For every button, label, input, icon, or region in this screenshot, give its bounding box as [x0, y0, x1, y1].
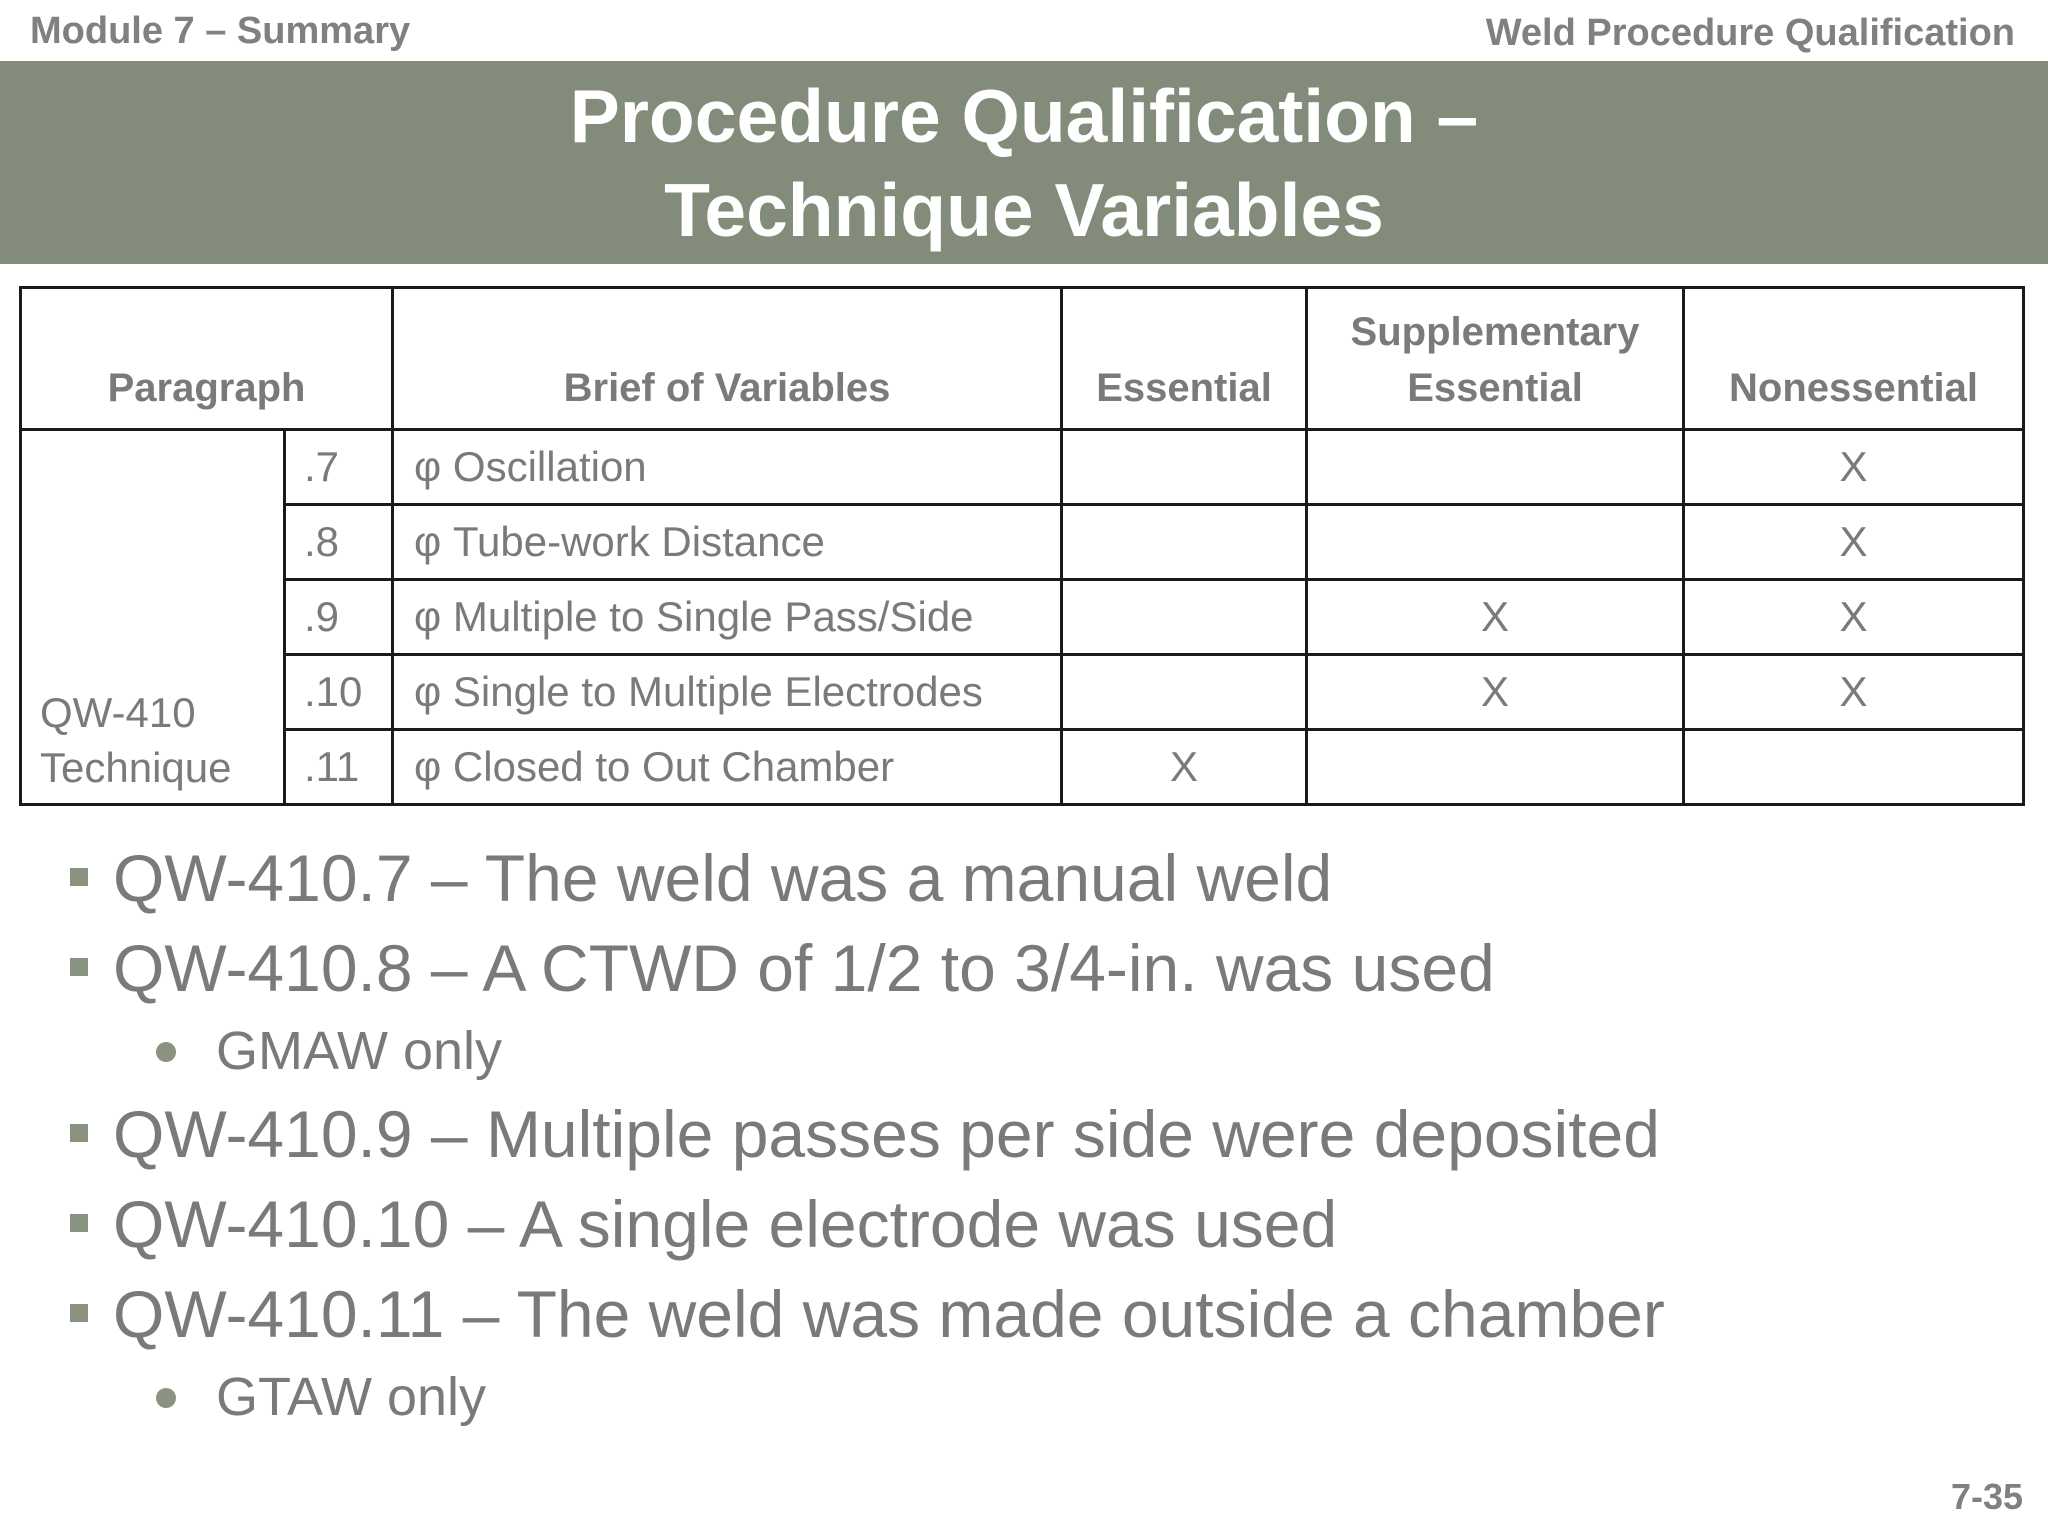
variable-brief: φ Closed to Out Chamber: [393, 730, 1062, 805]
supplementary-mark: [1307, 730, 1684, 805]
essential-mark: [1062, 430, 1307, 505]
header-paragraph: Paragraph: [21, 288, 393, 430]
paragraph-number: .8: [285, 505, 393, 580]
paragraph-group-line-2: Technique: [40, 744, 232, 791]
sub-bullet-item: [0, 1018, 2048, 1094]
bullet-text: QW-410.11 – The weld was made outside a chamber: [113, 1277, 1665, 1351]
bullet-text: QW-410.7 – The weld was a manual weld: [113, 841, 1333, 915]
round-bullet-icon: [156, 1388, 176, 1408]
essential-mark: [1062, 655, 1307, 730]
header-brief-of-variables: Brief of Variables: [393, 288, 1062, 430]
header-nonessential: Nonessential: [1684, 288, 2024, 430]
paragraph-number: .7: [285, 430, 393, 505]
nonessential-mark: X: [1684, 580, 2024, 655]
sub-bullet-text: GTAW only: [216, 1367, 487, 1427]
square-bullet-icon: [70, 958, 88, 976]
bullet-item: [0, 838, 2048, 928]
table-header-row: [21, 288, 2024, 430]
bullet-text: QW-410.10 – A single electrode was used: [113, 1187, 1338, 1261]
bullet-item: [0, 1094, 2048, 1184]
summary-bullet-list: [0, 838, 2048, 1440]
essential-mark: X: [1062, 730, 1307, 805]
nonessential-mark: X: [1684, 430, 2024, 505]
bullet-item: [0, 928, 2048, 1018]
paragraph-number: .10: [285, 655, 393, 730]
table-row: [21, 730, 2024, 805]
variable-brief: φ Single to Multiple Electrodes: [393, 655, 1062, 730]
supplementary-mark: [1307, 505, 1684, 580]
square-bullet-icon: [70, 1304, 88, 1322]
essential-mark: [1062, 505, 1307, 580]
slide-title-line-2: Technique Variables: [664, 168, 1384, 252]
nonessential-mark: X: [1684, 505, 2024, 580]
header-supplementary-essential: [1307, 288, 1684, 430]
bullet-text: QW-410.8 – A CTWD of 1/2 to 3/4-in. was used: [113, 931, 1495, 1005]
nonessential-mark: X: [1684, 655, 2024, 730]
header-supplementary-line-2: Essential: [1407, 366, 1583, 410]
supplementary-mark: X: [1307, 655, 1684, 730]
variable-brief: φ Oscillation: [393, 430, 1062, 505]
table-row: [21, 505, 2024, 580]
square-bullet-icon: [70, 1214, 88, 1232]
table-row: [21, 430, 2024, 505]
technique-variables-table: [19, 286, 2025, 806]
module-label: Module 7 – Summary: [30, 10, 411, 52]
page-number: 7-35: [1950, 1476, 2023, 1517]
course-title: Weld Procedure Qualification: [1485, 12, 2015, 54]
paragraph-number: .11: [285, 730, 393, 805]
header-supplementary-line-1: Supplementary: [1350, 310, 1640, 354]
table-row: [21, 655, 2024, 730]
paragraph-number: .9: [285, 580, 393, 655]
round-bullet-icon: [156, 1042, 176, 1062]
header-essential: Essential: [1062, 288, 1307, 430]
sub-bullet-item: [0, 1364, 2048, 1440]
bullet-text: QW-410.9 – Multiple passes per side were deposited: [113, 1097, 1660, 1171]
paragraph-group-line-1: QW-410: [40, 689, 196, 736]
square-bullet-icon: [70, 1124, 88, 1142]
supplementary-mark: X: [1307, 580, 1684, 655]
essential-mark: [1062, 580, 1307, 655]
bullet-item: [0, 1184, 2048, 1274]
variable-brief: φ Multiple to Single Pass/Side: [393, 580, 1062, 655]
table-row: [21, 580, 2024, 655]
square-bullet-icon: [70, 868, 88, 886]
nonessential-mark: [1684, 730, 2024, 805]
sub-bullet-text: GMAW only: [216, 1021, 503, 1081]
paragraph-group-cell: [21, 430, 285, 805]
variable-brief: φ Tube-work Distance: [393, 505, 1062, 580]
bullet-item: [0, 1274, 2048, 1364]
slide-title-line-1: Procedure Qualification –: [569, 74, 1479, 158]
supplementary-mark: [1307, 430, 1684, 505]
